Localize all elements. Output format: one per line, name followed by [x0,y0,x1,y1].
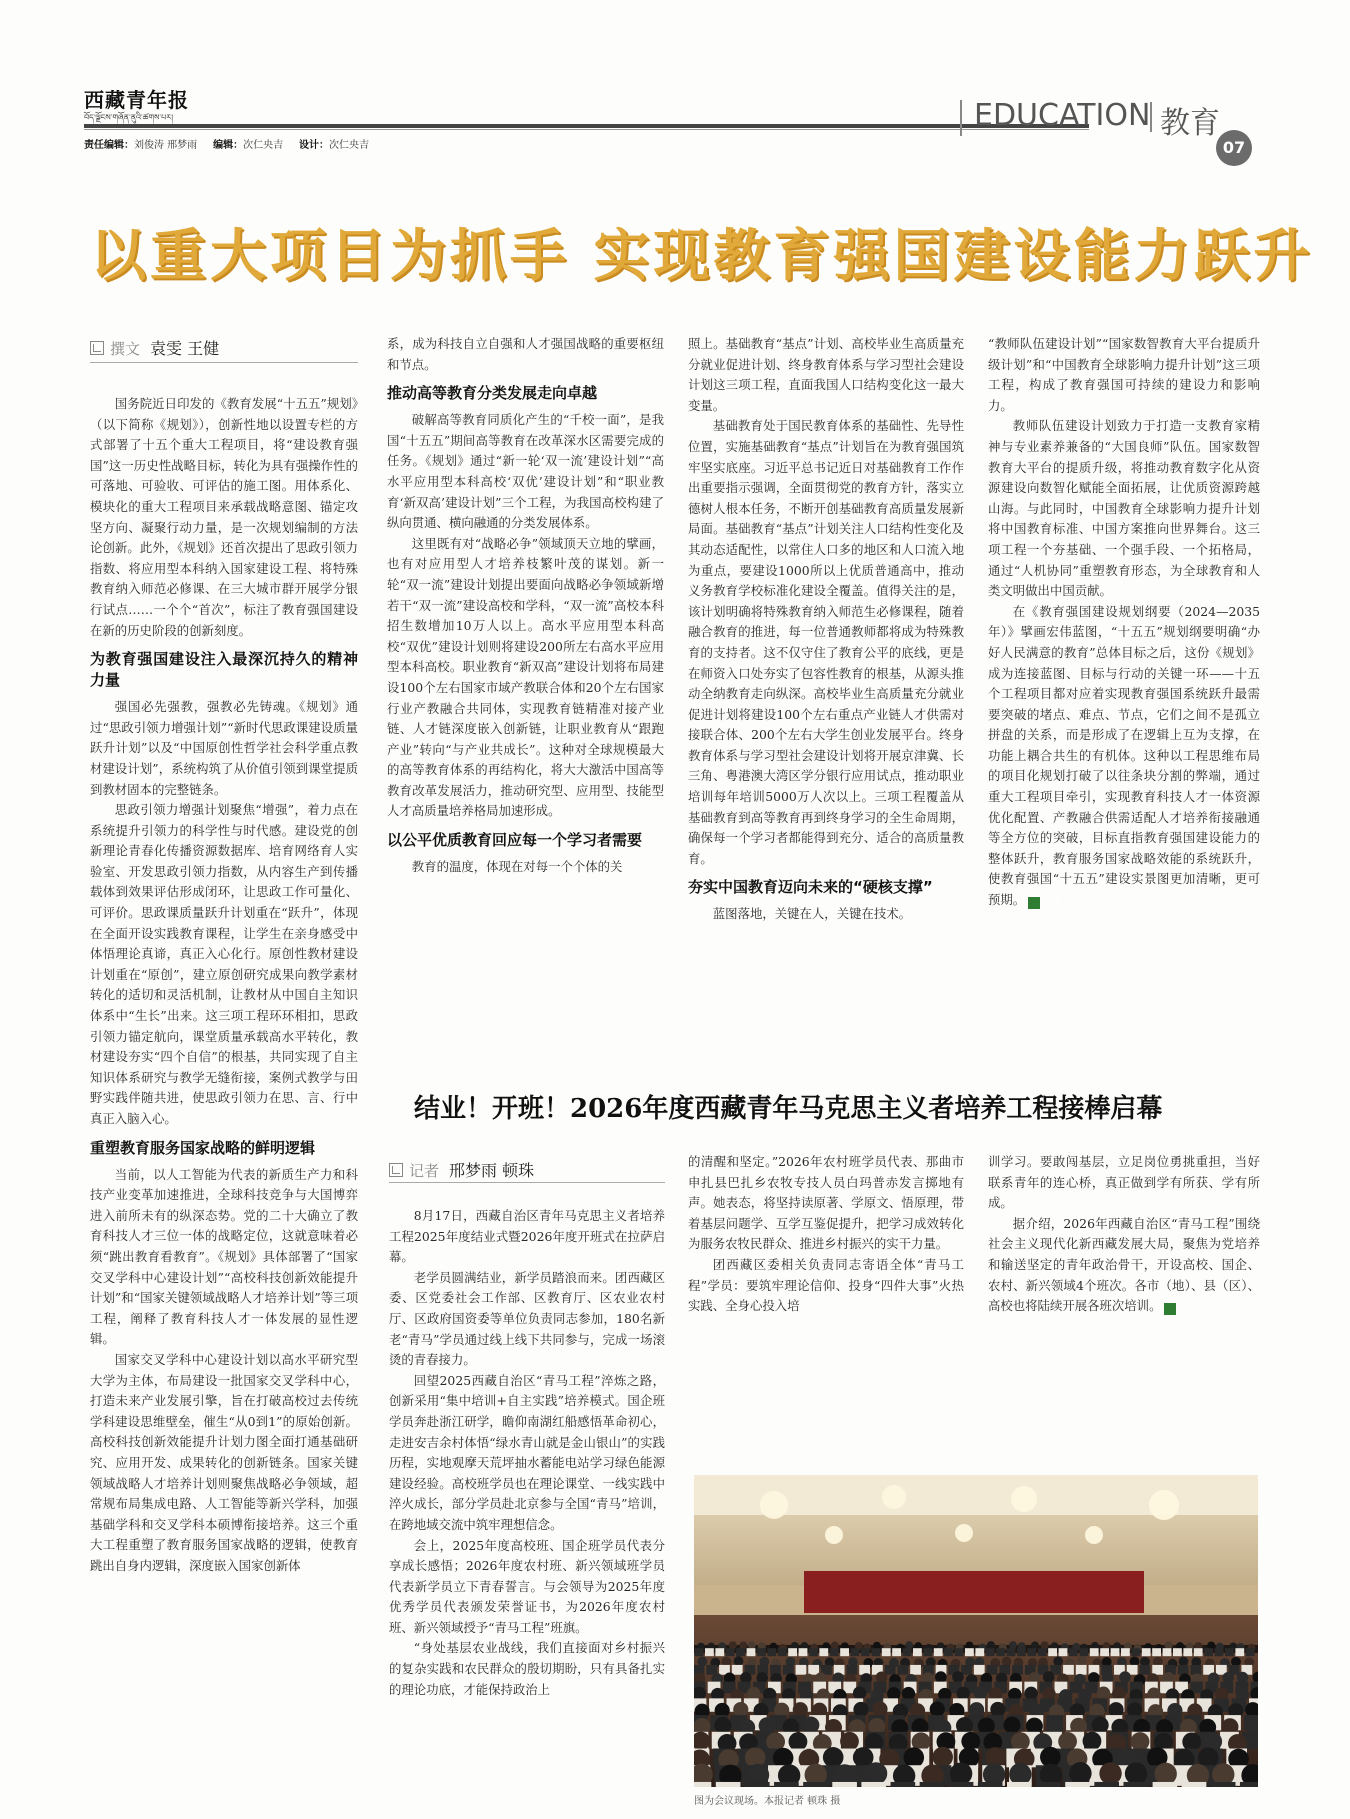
section-divider-mid [1150,102,1152,132]
text: 回望2025西藏自治区“青马工程”淬炼之路，创新采用“集中培训+自主实践”培养模式。国企班学员奔赴浙江研学，瞻仰南湖红船感悟革命初心，走进安吉余村体悟“绿水青山就是金山银山”的实践历程，实地观摩天荒坪抽水蓄能电站学习绿色能源建设经验。高校班学员也在理论课堂、一线实践中淬火成长，部分学员赴北京参与全国“青马”培训，在跨地域交流中筑牢理想信念。 [389,1372,665,1532]
paragraph [90,800,358,1130]
text: 在《教育强国建设规划纲要（2024—2035年）》擘画宏伟蓝图，“十五五”规划纲要明确“办好人民满意的教育”总体目标之后，这份《规划》成为连接蓝图、目标与行动的关键一环——十五个工程项目都对应着实现教育强国系统跃升最需要突破的堵点、难点、节点，它们之间不是孤立拼盘的关系，而是形成了在逻辑上互为支撑，在功能上耦合共生的有机体。这种以工程思维布局的项目化规划打破了以往条块分割的弊端，通过重大工程项目牵引，实现教育科技人才一体资源优化配置、产教融合供需适配人才培养衔接融通等全方位的突破，目标直指教育强国建设能力的整体跃升，教育服务国家战略效能的系统跃升，使教育强国“十五五”建设实景图更加清晰，更可预期。 [988,603,1260,908]
article2-headline: 结业！开班！2026年度西藏青年马克思主义者培养工程接棒启幕 [414,1094,1163,1124]
article2-column-3 [988,1152,1260,1317]
text: 夯实中国教育迈向未来的“硬核支撑” [688,878,933,897]
text: 老学员圆满结业，新学员踏浪而来。团西藏区委、区党委社会工作部、区教育厅、区农业农村厅、区政府国资委等单位负责同志参加，180名新老“青马”学员通过线上线下共同参与，完成一场滚烫的青春接力。 [389,1269,665,1368]
edit-label: 编辑 [213,140,234,151]
article1-column-1 [90,394,358,1576]
text: “身处基层农业战线，我们直接面对乡村振兴的复杂实践和农民群众的殷切期盼，只有具备扎实的理论功底，才能保持政治上 [389,1640,665,1697]
header-rule-thin [84,129,1089,130]
edit-value: 次仁央吉 [243,140,284,151]
text: 这里既有对“战略必争”领域顶天立地的擘画，也有对应用型人才培养枝繁叶茂的谋划。新一轮“双一流”建设计划提出要面向战略必争领域新增若干“双一流”建设高校和学科，“双一流”高校本科招生数增加10万人以上。高水平应用型本科高校“双优”建设计划则将建设200所左右高水平应用型本科高校。职业教育“新双高”建设计划将布局建设100个左右国家市域产教联合体和20个左右国家行业产教融合共同体，实现教育链精准对接产业链、人才链深度嵌入创新链，让职业教育从“跟跑产业”转向“与产业共成长”。这种对全球规模最大的高等教育体系的再结构化，将大大激活中国高等教育改革发展活力，推动研究型、应用型、技能型人才高质量培养格局加速形成。 [387,535,664,819]
text: 训学习。要敢闯基层，立足岗位勇挑重担，当好联系青年的连心桥，真正做到学有所获、学有所成。 [988,1154,1260,1211]
subheading [688,877,964,898]
article2-byline [389,1158,534,1181]
paragraph [389,1268,665,1371]
masthead-tibetan: བོད་ལྗོངས་གཞོན་ནུའི་ཚགས་པར། [84,113,173,122]
end-mark-icon: ✦ [1028,897,1040,909]
paragraph [90,394,358,641]
article1-column-3 [688,334,964,925]
byline-names: 邢梦雨 顿珠 [449,1161,535,1180]
paragraph [90,1165,358,1350]
text: 推动高等教育分类发展走向卓越 [387,384,598,403]
paragraph [988,1152,1260,1214]
paragraph [389,1371,665,1536]
paragraph [387,857,664,878]
text: 据介绍，2026年西藏自治区“青马工程”围绕社会主义现代化新西藏发展大局，聚焦为党培养和输送坚定的青年政治骨干，开设高校、国企、农村、新兴领域4个班次。各市（地）、县（区）、高校也将陆续开展各班次培训。 [988,1215,1260,1314]
paragraph [688,1152,964,1255]
masthead: 西藏青年报 [84,88,189,112]
section-title-en: EDUCATION [974,98,1151,133]
text: 国家交叉学科中心建设计划以高水平研究型大学为主体，布局建设一批国家交叉学科中心，打造未来产业发展引擎，旨在打破高校过去传统学科建设思维壁垒，催生“从0到1”的原始创新。高校科技创新效能提升计划力图全面打通基础研究、应用开发、成果转化的创新链条。国家关键领域战略人才培养计划则聚焦战略必争领域，超常规布局集成电路、人工智能等新兴学科，加强基础学科和交叉学科本硕博衔接培养。这三个重大工程重塑了教育服务国家战略的逻辑，使教育跳出自身内逻辑，深度嵌入国家创新体 [90,1351,358,1573]
text: 国务院近日印发的《教育发展“十五五”规划》（以下简称《规划》），创新性地以设置专栏的方式部署了十五个重大工程项目，将“建设教育强国”这一历史性战略目标，转化为具有强操作性的可落地、可验收、可评估的施工图。用体系化、模块化的重大工程项目来承载战略意图、锚定攻坚方向、凝聚行动力量，是一次规划编制的方法论创新。此外，《规划》还首次提出了思政引领力指数、将应用型本科纳入国家建设工程、将特殊教育纳入师范必修课、在三大城市群开展学分银行试点……一个个“首次”，标注了教育强国建设在新的历史阶段的创新刻度。 [90,396,358,638]
header-rule [84,124,1089,128]
meeting-photo [694,1475,1258,1787]
article1-column-2 [387,334,664,878]
text: 重塑教育服务国家战略的鲜明逻辑 [90,1138,316,1157]
text: 8月17日，西藏自治区青年马克思主义者培养工程2025年度结业式暨2026年度开班式在拉萨启幕。 [389,1208,665,1265]
credits-line: 责任编辑：刘俊涛 邢梦雨 编辑：次仁央吉 设计：次仁央吉 [84,140,369,151]
editor-value: 刘俊涛 邢梦雨 [134,140,198,151]
paragraph [688,416,964,869]
byline-role: 撰文 [110,340,141,358]
paragraph [988,416,1260,601]
article1-column-4 [988,334,1260,911]
paragraph [387,410,664,534]
text: 会上，2025年度高校班、国企班学员代表分享成长感悟；2026年度农村班、新兴领域班学员代表新学员立下青春誓言。与会领导为2025年度优秀学员代表颁发荣誉证书，为2026年度农村班、新兴领域授予“青马工程”班旗。 [389,1537,665,1635]
article2-column-2 [688,1152,964,1317]
byline-pen-icon [389,1163,403,1177]
text: 为教育强国建设注入最深沉持久的精神力量 [90,650,358,690]
photo-caption: 图为会议现场。本报记者 顿珠 摄 [694,1796,841,1807]
text: 照上。基础教育“基点”计划、高校毕业生高质量充分就业促进计划、终身教育体系与学习型社会建设计划这三项工程，直面我国人口结构变化这一最大变量。 [688,336,964,413]
paragraph [988,602,1260,911]
paragraph [90,1350,358,1577]
end-mark-icon: ✦ [1164,1303,1176,1315]
paragraph [389,1536,665,1639]
text: “教师队伍建设计划”“国家数智教育大平台提质升级计划”和“中国教育全球影响力提升计划”这三项工程，构成了教育强国可持续的建设力和影响力。 [988,336,1260,413]
paragraph [688,334,964,416]
text: 教师队伍建设计划致力于打造一支教育家精神与专业素养兼备的“大国良师”队伍。国家数智教育大平台的提质升级，将推动教育数字化从资源建设向数智化赋能全面拓展，让优质资源跨越山海。与此同时，中国教育全球影响力提升计划将中国教育标准、中国方案推向世界舞台。这三项工程一个夯基础、一个强手段、一个拓格局，通过“人机协同”重塑教育形态，为全球教育和人类文明做出中国贡献。 [988,418,1260,599]
paragraph [988,1214,1260,1317]
paragraph [389,1206,665,1268]
paragraph [90,697,358,800]
subheading [90,649,358,691]
subheading [387,830,664,851]
text: 系，成为科技自立自强和人才强国战略的重要枢纽和节点。 [387,336,664,372]
subheading [90,1138,358,1159]
article2-column-1 [389,1206,665,1700]
subheading [387,383,664,404]
text: 基础教育处于国民教育体系的基础性、先导性位置，实施基础教育“基点”计划旨在为教育强国筑牢坚实底座。习近平总书记近日对基础教育工作作出重要指示强调，全面贯彻党的教育方针，落实立德树人根本任务，不断开创基础教育高质量发展新局面。基础教育“基点”计划关注人口结构性变化及其动态适配性，以常住人口多的地区和人口流入地为重点，要建设1000所以上优质普通高中，推动义务教育学校标准化建设全覆盖。值得关注的是，该计划明确将特殊教育纳入师范生必修课程，随着融合教育的推进，每一位普通教师都将成为特殊教育的支持者。这不仅守住了教育公平的底线，更是在师资入口处夯实了包容性教育的根基，从源头推动全纳教育走向纵深。高校毕业生高质量充分就业促进计划将建设100个左右重点产业链人才供需对接联合体、200个左右大学生创业发展平台。终身教育体系与学习型社会建设计划将开展京津冀、长三角、粤港澳大湾区学分银行应用试点，推动职业培训每年培训5000万人次以上。三项工程覆盖从基础教育到高等教育再到终身学习的全生命周期，确保每一个学习者都能得到充分、适合的高质量教育。 [688,418,964,866]
paragraph [387,334,664,375]
byline-rule [389,1182,665,1183]
byline-names: 袁雯 王健 [150,339,220,358]
text: 蓝图落地，关键在人，关键在技术。 [712,906,912,922]
text: 教育的温度，体现在对每一个个体的关 [411,859,623,875]
article1-headline: 以重大项目为抓手 实现教育强国建设能力跃升 [90,224,1314,289]
paragraph [688,904,964,925]
article1-byline [90,336,219,359]
meeting-photo-illustration [694,1475,1258,1787]
text: 团西藏区委相关负责同志寄语全体“青马工程”学员：要筑牢理论信仰、投身“四件大事”火热实践、全身心投入培 [688,1256,964,1314]
text: 强国必先强教，强教必先铸魂。《规划》通过“思政引领力增强计划”“新时代思政课建设质量跃升计划”以及“中国原创性哲学社会科学重点教材建设计划”，系统构筑了从价值引领到课堂提质到教材固本的完整链条。 [90,699,358,797]
text: 的清醒和坚定。”2026年农村班学员代表、那曲市申扎县巴扎乡农牧专技人员白玛普赤发言掷地有声。她表态，将坚持读原著、学原文、悟原理，带着基层问题学、互学互鉴促提升，把学习成效转化为服务农牧民群众、推进乡村振兴的实干力量。 [688,1154,964,1252]
paragraph [389,1638,665,1700]
byline-role: 记者 [409,1162,440,1180]
text: 思政引领力增强计划聚焦“增强”，着力点在系统提升引领力的科学性与时代感。建设党的创新理论青春化传播资源数据库、培育网络育人实验室、开发思政引领力指数，从内容生产到传播载体到效果评估形成闭环，让思政工作可量化、可评价。思政课质量跃升计划重在“跃升”，体现在全面开设实践教育课程，让学生在亲身感受中体悟理论真谛，真正入心化行。原创性教材建设计划重在“原创”，建立原创研究成果向教学素材转化的适切和灵活机制，让教材从中国自主知识体系中“生长”出来。这三项工程环环相扣，思政引领力锚定航向，课堂质量承载高水平转化，教材建设夯实“四个自信”的根基，共同实现了自主知识体系研究与教学无缝衔接，案例式教学与田野实践伴随共进，使思政引领力在思、言、行中真正入脑入心。 [90,802,358,1126]
text: 以公平优质教育回应每一个学习者需要 [387,831,643,850]
page-number-badge: 07 [1216,130,1252,166]
design-value: 次仁央吉 [329,140,369,151]
paragraph [688,1255,964,1317]
design-label: 设计 [299,140,319,151]
text: 破解高等教育同质化产生的“千校一面”，是我国“十五五”期间高等教育在改革深水区需要完成的任务。《规划》通过“新一轮‘双一流’建设计划”“高水平应用型本科高校‘双优’建设计划”和“职业教育‘新双高’建设计划”三个工程，为我国高校构建了纵向贯通、横向融通的分类发展体系。 [387,412,664,531]
section-divider-left [960,100,962,136]
text: 当前，以人工智能为代表的新质生产力和科技产业变革加速推进，全球科技竞争与大国博弈进入前所未有的纵深态势。党的二十大确立了教育科技人才三位一体的战略定位，这就意味着必须“跳出教育看教育”。《规划》具体部署了“国家交叉学科中心建设计划”“高校科技创新效能提升计划”和“国家关键领域战略人才培养计划”等三项工程，阐释了教育科技人才一体发展的显性逻辑。 [90,1166,358,1347]
byline-pen-icon [90,341,104,355]
paragraph [988,334,1260,416]
paragraph [387,534,664,822]
section-title-cn: 教育 [1160,106,1220,141]
byline-rule [90,362,358,363]
editor-label: 责任编辑 [84,140,124,151]
